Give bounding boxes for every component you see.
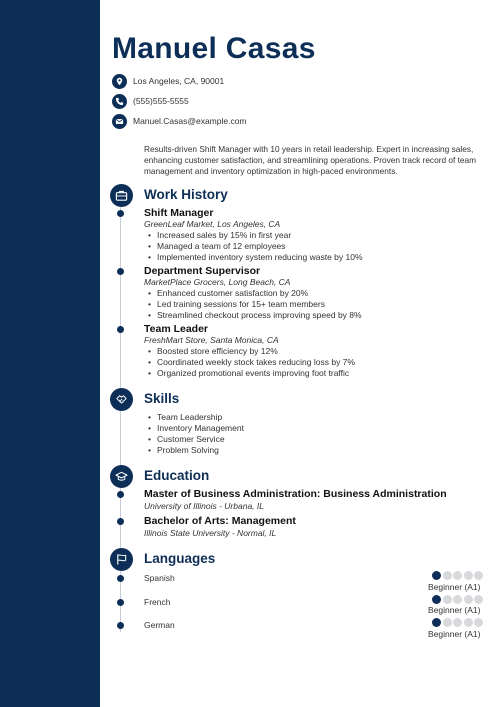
language-level: Beginner (A1) [428,629,481,639]
envelope-icon [112,114,127,129]
location-text: Los Angeles, CA, 90001 [133,76,225,86]
graduation-cap-icon [110,465,133,488]
school-name: University of Illinois - Urbana, IL [144,501,264,511]
rating-dot-empty [443,595,452,604]
job-bullet: • Coordinated weekly stock takes reducing loss by 7% [148,357,355,367]
language-name: German [144,620,175,630]
briefcase-icon [110,184,133,207]
email-text: Manuel.Casas@example.com [133,116,247,126]
map-pin-icon [112,74,127,89]
job-bullet: • Increased sales by 15% in first year [148,230,291,240]
handshake-icon [110,388,133,411]
language-rating [432,595,483,604]
phone-text: (555)555-5555 [133,96,189,106]
timeline-dot [117,575,124,582]
section-title-languages: Languages [144,551,216,566]
degree-title: Master of Business Administration: Business Administration [144,488,447,500]
degree-title: Bachelor of Arts: Management [144,515,296,527]
skill-item: • Problem Solving [148,445,219,455]
job-title: Department Supervisor [144,265,261,277]
language-rating [432,618,483,627]
rating-dot-empty [464,618,473,627]
rating-dot-empty [443,618,452,627]
language-level: Beginner (A1) [428,582,481,592]
job-company: GreenLeaf Market, Los Angeles, CA [144,219,281,229]
skill-item: • Team Leadership [148,412,222,422]
sidebar-band [0,0,100,707]
job-bullet: • Boosted store efficiency by 12% [148,346,278,356]
language-level: Beginner (A1) [428,605,481,615]
job-title: Shift Manager [144,207,214,219]
flag-icon [110,548,133,571]
job-bullet: • Enhanced customer satisfaction by 20% [148,288,308,298]
job-dates: 2022-05 - 2025-08 [23,209,93,219]
education-date: 2015-05 [61,490,93,500]
contact-phone [112,93,189,109]
professional-summary: Results-driven Shift Manager with 10 years in retail leadership. Expert in increasing sales, enhancing customer satisfaction, and streamlining operations. Proven track record of team management and inventory optimization in high-paced environments. [144,144,477,176]
language-name: Spanish [144,573,175,583]
rating-dot-empty [474,571,483,580]
language-rating [432,571,483,580]
contact-email [112,113,247,129]
section-title-education: Education [144,468,210,483]
rating-dot-filled [432,618,441,627]
timeline-dot [117,518,124,525]
rating-dot-empty [464,595,473,604]
timeline-dot [117,491,124,498]
job-dates: 2015-03 - 2017-02 [23,325,93,335]
rating-dot-empty [453,618,462,627]
contact-location [112,73,224,89]
education-date: 2013-05 [61,517,93,527]
rating-dot-filled [432,595,441,604]
candidate-name: Manuel Casas [112,32,316,65]
job-company: MarketPlace Grocers, Long Beach, CA [144,277,291,287]
job-bullet: • Organized promotional events improving foot traffic [148,368,349,378]
job-bullet: • Managed a team of 12 employees [148,241,286,251]
rating-dot-filled [432,571,441,580]
job-bullet: • Streamlined checkout process improving speed by 8% [148,310,362,320]
section-title-skills: Skills [144,391,180,406]
job-bullet: • Led training sessions for 15+ team members [148,299,325,309]
rating-dot-empty [474,595,483,604]
timeline-dot [117,599,124,606]
timeline-dot [117,326,124,333]
rating-dot-empty [464,571,473,580]
timeline-dot [117,268,124,275]
timeline-dot [117,622,124,629]
rating-dot-empty [474,618,483,627]
section-title-work-history: Work History [144,187,228,202]
rating-dot-empty [443,571,452,580]
job-company: FreshMart Store, Santa Monica, CA [144,335,279,345]
rating-dot-empty [453,571,462,580]
phone-icon [112,94,127,109]
job-title: Team Leader [144,323,208,335]
job-bullet: • Implemented inventory system reducing waste by 10% [148,252,363,262]
timeline-dot [117,210,124,217]
skill-item: • Inventory Management [148,423,244,433]
language-name: French [144,597,171,607]
school-name: Illinois State University - Normal, IL [144,528,277,538]
rating-dot-empty [453,595,462,604]
job-dates: 2017-03 - 2022-04 [23,267,93,277]
skill-item: • Customer Service [148,434,225,444]
